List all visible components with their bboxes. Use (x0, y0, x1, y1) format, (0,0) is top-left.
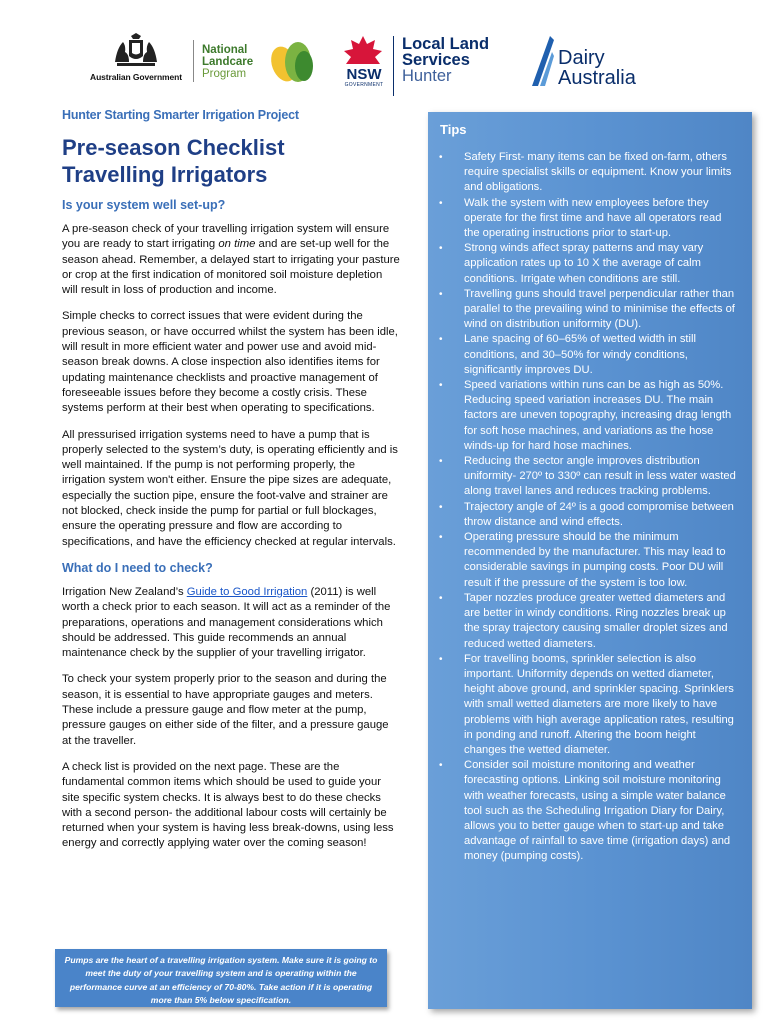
tips-heading: Tips (440, 122, 467, 137)
tip-item: • Safety First- many items can be fixed on-farm, others require specialist skills or equipment. Know your limits and obligations. (438, 150, 738, 196)
local-land-services-logo (393, 36, 508, 96)
project-name: Hunter Starting Smarter Irrigation Project (62, 108, 299, 122)
section-heading-setup: Is your system well set-up? (62, 198, 226, 212)
nsw-government-text: GOVERNMENT (344, 82, 384, 88)
dairy-australia-logo (528, 34, 658, 90)
tip-item: • Operating pressure should be the minimum recommended by the manufacturer. This may lead to considerable savings in pumping costs. Poor DU will result if the pressure of the system is too low. (438, 530, 738, 591)
paragraph-pump: All pressurised irrigation systems need to have a pump that is properly selected to the system’s duty, is operating efficiently and is well maintained. If the pump is not performing properly, the irrigation system won't either. Ensure the pipe sizes are adequate, especially the suction pipe, ensure the foot-valve and strainer are not blocked, check inside the pump for partial or full blockages, ensure the operating pressure and flow are according to specifications, and have the efficiency checked at regular intervals. (62, 428, 398, 548)
tips-list (438, 150, 738, 865)
nlp-line-2: Landcare (202, 56, 254, 68)
nlp-line-3: Program (202, 68, 247, 80)
page-title (62, 134, 400, 188)
tip-item: • Strong winds affect spray patterns and may vary application rates up to 10 X the average of calm conditions. Irrigate when conditions are still. (438, 241, 738, 287)
australian-government-text: Australian Government (90, 72, 182, 82)
lls-line-2: Services (402, 51, 470, 69)
tip-item: • Walk the system with new employees before they operate for the first time and have all operators read the operating instructions prior to start-up. (438, 196, 738, 242)
dairy-line-2: Australia (558, 67, 636, 89)
paragraph-simple-checks: Simple checks to correct issues that were evident during the previous season, or have occurred whilst the system has been idle, will result in more efficient water and power use and avoid mid-season break downs. A close inspection also identifies items for updating maintenance checklists and proactive management of foreseeable issues before they become a costly crisis. These systems perform at their best when operating to specifications. (62, 310, 398, 415)
logo-divider (193, 40, 194, 82)
australian-government-logo (82, 32, 190, 84)
title-line-1: Pre-season Checklist (62, 135, 285, 160)
logo-bar (0, 0, 770, 100)
waratah-icon (340, 34, 386, 68)
paragraph-checklist: A check list is provided on the next page. These are the fundamental common items which should be used to guide your site specific system checks. It is always best to do these checks with a second person- the additional labour costs will certainly be returned when your system is having less break-downs, using less energy and correctly applying water over the coming season! (62, 760, 394, 850)
pump-callout-box (55, 949, 387, 1007)
nsw-government-logo (334, 34, 394, 92)
tip-item: • Taper nozzles produce greater wetted diameters and are better in windy conditions. Ring nozzles break up the spray trajectory causing smaller droplet sizes and reduced wetted diameters. (438, 591, 738, 652)
landcare-leaf-icon (264, 40, 328, 86)
tips-panel (428, 112, 752, 1009)
nlp-line-1: National (202, 44, 248, 56)
section-heading-what-to-check: What do I need to check? (62, 560, 213, 575)
tip-item: • For travelling booms, sprinkler selection is also important. Uniformity depends on wetted diameter, height above ground, and sprinkler spacing. Sprinklers with small wetted diameters are more likely to have problems with high average application rates, resulting in ponding and runoff. Altering the boom height changes the wetted diameter. (438, 652, 738, 758)
coat-of-arms-icon (105, 32, 167, 70)
tip-item: • Travelling guns should travel perpendicular rather than parallel to the prevailing wind to minimise the effects of wind on distribution uniformity (DU). (438, 287, 738, 333)
dairy-line-1: Dairy (558, 47, 605, 69)
national-landcare-logo (202, 40, 332, 86)
tip-item: • Reducing the sector angle improves distribution uniformity- 270º to 330º can result in less water wasted along travel lanes and reduces tracking problems. (438, 454, 738, 500)
title-line-2: Travelling Irrigators (62, 162, 268, 187)
paragraph-guide: Irrigation New Zealand’s Guide to Good Irrigation (2011) is well worth a check prior to each season. It will act as a reminder of the preparations, operations and management considerations which should be addressed. This guide recommends an annual maintenance check by the supplier of your travelling irrigator. (62, 585, 391, 660)
guide-to-good-irrigation-link[interactable]: Guide to Good Irrigation (186, 585, 308, 598)
dairy-drop-icon (528, 34, 556, 88)
tip-item: • Consider soil moisture monitoring and weather forecasting options. Linking soil moisture monitoring with weather forecasts, using a simple water balance tool such as the Scheduling Irrigation Diary for Dairy, allows you to better gauge when to start-up and take advantage of rainfall to save time (irrigation days) and money (pumping costs). (438, 758, 738, 864)
lls-line-3: Hunter (402, 67, 452, 85)
nsw-word: NSW (346, 66, 382, 83)
tip-item: • Lane spacing of 60–65% of wetted width in still conditions, and 30–50% for windy conditions, significantly improves DU. (438, 332, 738, 378)
lls-line-1: Local Land (402, 35, 490, 53)
tip-item: • Speed variations within runs can be as high as 50%. Reducing speed variation increases DU. The main factors are uneven topography, increasing drag length for soft hose machines, and variations as the hose winds-up for hard hose machines. (438, 378, 738, 454)
paragraph-intro: A pre-season check of your travelling irrigation system will ensure you are ready to start irrigating on time and are set-up well for the season ahead. Remember, a delayed start to irrigating your pasture or crop at the first indication of monitored soil moisture depletion will result in loss of production and income. (62, 223, 400, 297)
main-column (62, 108, 400, 863)
tip-item: • Trajectory angle of 24º is a good compromise between throw distance and wind effects. (438, 500, 738, 530)
pump-callout-text: Pumps are the heart of a travelling irrigation system. Make sure it is going to meet the duty of your travelling system and is operating within the performance curve at an efficiency of 70-80%. Take action if it is operating more than 5% below specification. (64, 955, 378, 1005)
paragraph-gauges: To check your system properly prior to the season and during the season, it is essential to have appropriate gauges and meters. These include a pressure gauge and flow meter at the pump, pressure gauges on either side of the filter, and a pressure gauge at the traveller. (62, 673, 389, 747)
